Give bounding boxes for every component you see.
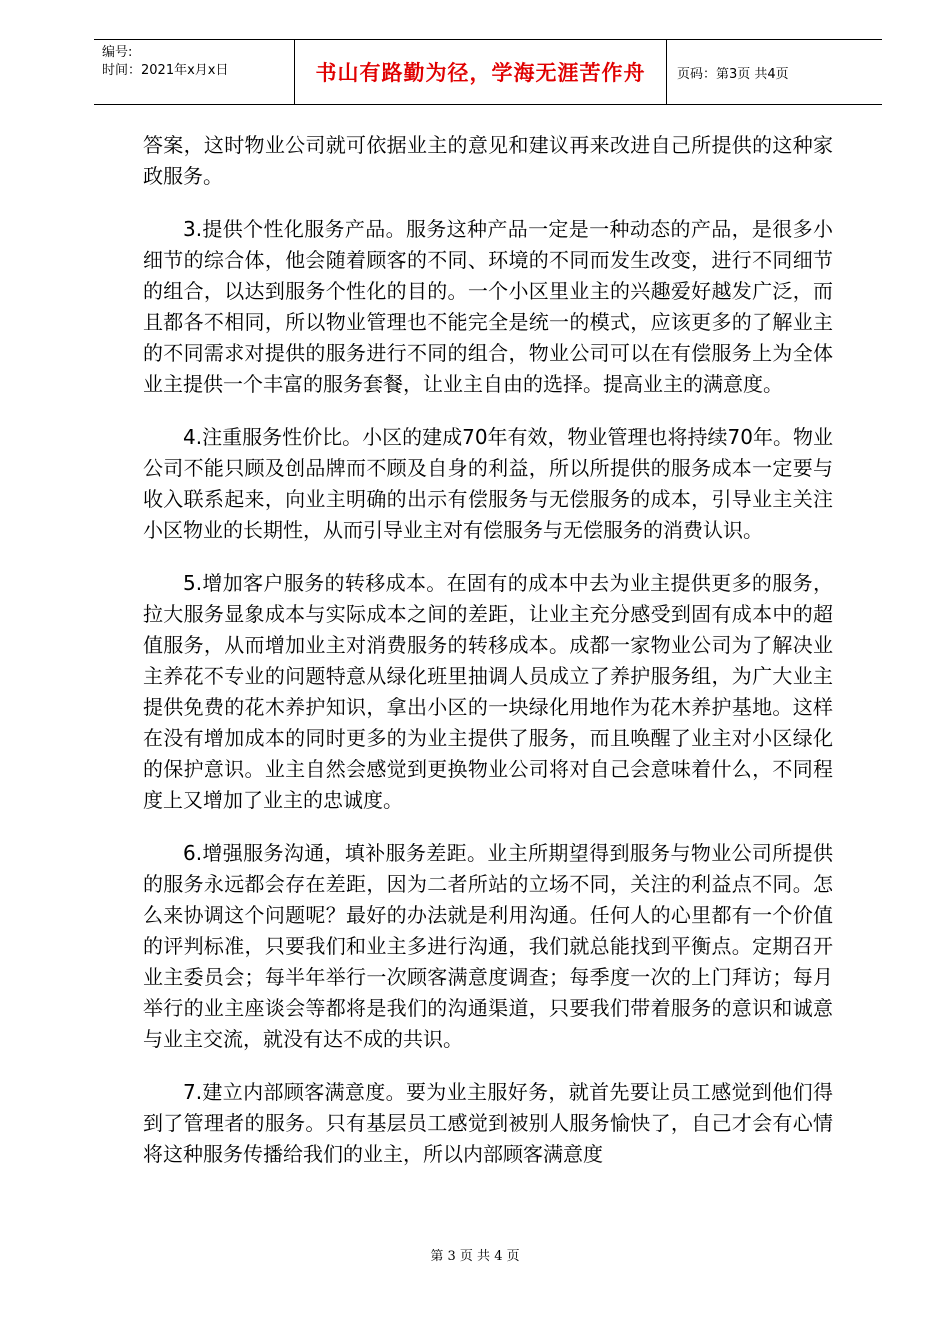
number-label: 编号: (102, 45, 133, 60)
document-body (143, 130, 833, 1192)
page-footer (0, 1245, 950, 1264)
paragraph: 5.增加客户服务的转移成本。在固有的成本中去为业主提供更多的服务，拉大服务显象成本与实际成本之间的差距，让业主充分感受到固有成本中的超值服务，从而增加业主对消费服务的转移成本。成都一家物业公司为了解决业主养花不专业的问题特意从绿化班里抽调人员成立了养护服务组，为广大业主提供免费的花木养护知识，拿出小区的一块绿化用地作为花木养护基地。这样在没有增加成本的同时更多的为业主提供了服务，而且唤醒了业主对小区绿化的保护意识。业主自然会感觉到更换物业公司将对自己会意味着什么，不同程度上又增加了业主的忠诚度。 (143, 571, 833, 812)
paragraph: 4.注重服务性价比。小区的建成70年有效，物业管理也将持续70年。物业公司不能只顾及创品牌而不顾及自身的利益，所以所提供的服务成本一定要与收入联系起来，向业主明确的出示有偿服务与无偿服务的成本，引导业主关注小区物业的长期性，从而引导业主对有偿服务与无偿服务的消费认识。 (143, 425, 833, 542)
page-info: 页码：第3页 共4页 (677, 66, 789, 82)
header-page-cell (667, 40, 882, 104)
paragraph: 7.建立内部顾客满意度。要为业主服好务，就首先要让员工感觉到他们得到了管理者的服务。只有基层员工感觉到被别人服务愉快了，自己才会有心情将这种服务传播给我们的业主，所以内部顾客满意度 (143, 1080, 833, 1166)
paragraph: 3.提供个性化服务产品。服务这种产品一定是一种动态的产品，是很多小细节的综合体，他会随着顾客的不同、环境的不同而发生改变，进行不同细节的组合，以达到服务个性化的目的。一个小区里业主的兴趣爱好越发广泛，而且都各不相同，所以物业管理也不能完全是统一的模式，应该更多的了解业主的不同需求对提供的服务进行不同的组合，物业公司可以在有偿服务上为全体业主提供一个丰富的服务套餐，让业主自由的选择。提高业主的满意度。 (143, 217, 833, 396)
motto-text: 书山有路勤为径，学海无涯苦作舟 (315, 61, 646, 85)
header-meta (94, 40, 295, 104)
header-motto-cell (295, 40, 667, 104)
page-header (94, 39, 882, 105)
time-label: 时间：2021年x月x日 (102, 63, 229, 78)
footer-page-label: 第 3 页 共 4 页 (430, 1249, 520, 1264)
paragraph: 6.增强服务沟通，填补服务差距。业主所期望得到服务与物业公司所提供的服务永远都会存在差距，因为二者所站的立场不同，关注的利益点不同。怎么来协调这个问题呢？最好的办法就是利用沟通。任何人的心里都有一个价值的评判标准，只要我们和业主多进行沟通，我们就总能找到平衡点。定期召开业主委员会；每半年举行一次顾客满意度调查；每季度一次的上门拜访；每月举行的业主座谈会等都将是我们的沟通渠道，只要我们带着服务的意识和诚意与业主交流，就没有达不成的共识。 (143, 841, 833, 1051)
paragraph: 答案，这时物业公司就可依据业主的意见和建议再来改进自己所提供的这种家政服务。 (143, 133, 833, 188)
